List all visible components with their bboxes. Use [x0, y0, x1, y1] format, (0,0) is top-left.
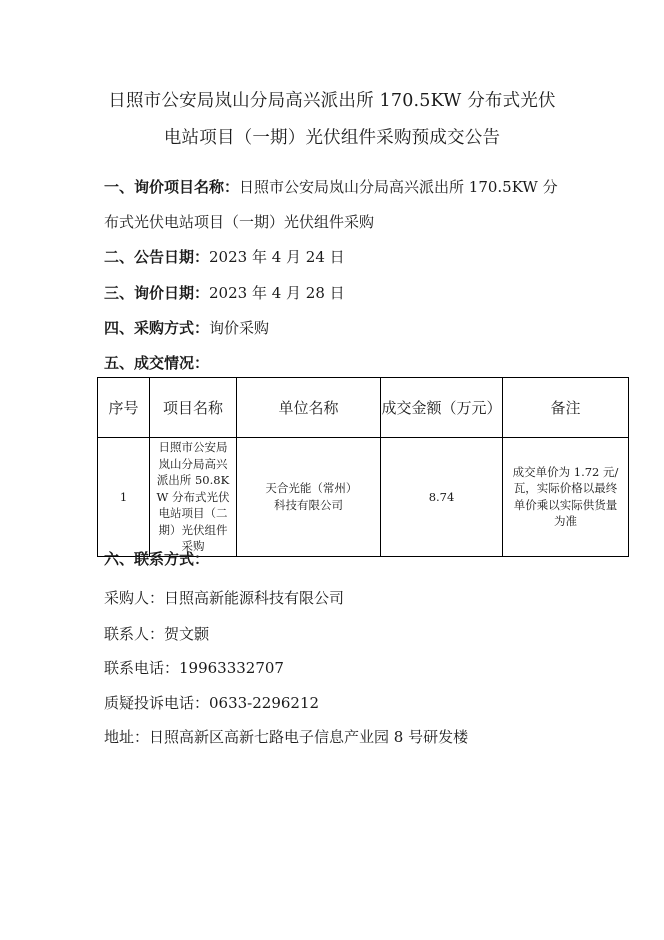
inquiry-date-value: 2023 年 4 月 28 日 — [209, 284, 345, 302]
section-project-name — [104, 176, 558, 197]
cell-index: 1 — [98, 438, 150, 557]
header-company: 单位名称 — [237, 378, 381, 438]
contact-label: 六、联系方式： — [104, 550, 210, 568]
deal-table — [97, 377, 629, 557]
header-project-name: 项目名称 — [150, 378, 237, 438]
method-label: 四、采购方式： — [104, 319, 210, 337]
table-row — [98, 438, 629, 557]
cell-project-name-text: 日照市公安局岚山分局高兴派出所 50.8KW 分布式光伏电站项目（二期）光伏组件采购 — [156, 440, 230, 553]
contact-purchaser: 采购人：日照高新能源科技有限公司 — [104, 589, 345, 607]
section-contact-label — [104, 548, 209, 569]
header-remark: 备注 — [503, 378, 629, 438]
header-index: 序号 — [98, 378, 150, 438]
section-project-value-1: 日照市公安局岚山分局高兴派出所 170.5KW 分 — [239, 178, 558, 196]
cell-amount: 8.74 — [381, 438, 503, 557]
contact-complaint-phone: 质疑投诉电话：0633-2296212 — [104, 694, 320, 712]
table-header-row — [98, 378, 629, 438]
header-amount: 成交金额（万元） — [381, 378, 503, 438]
method-value: 询价采购 — [209, 319, 270, 337]
cell-company-text: 天合光能（常州）科技有限公司 — [265, 481, 352, 512]
title-line-1: 日照市公安局岚山分局高兴派出所 170.5KW 分布式光伏 — [108, 91, 556, 111]
section-inquiry-date — [104, 282, 345, 303]
contact-address: 地址：日照高新区高新七路电子信息产业园 8 号研发楼 — [104, 728, 469, 746]
announce-date-value: 2023 年 4 月 24 日 — [209, 248, 345, 266]
cell-remark-text: 成交单价为 1.72 元/瓦，实际价格以最终单价乘以实际供货量为准 — [512, 464, 619, 529]
section-announce-date — [104, 246, 345, 267]
deal-label: 五、成交情况： — [104, 354, 210, 372]
title-line-2: 电站项目（一期）光伏组件采购预成交公告 — [163, 128, 501, 148]
contact-phone: 联系电话：19963332707 — [104, 659, 284, 677]
section-project-value-2: 布式光伏电站项目（一期）光伏组件采购 — [104, 213, 375, 231]
inquiry-date-label: 三、询价日期： — [104, 284, 210, 302]
cell-company — [237, 438, 381, 557]
section-project-label: 一、询价项目名称： — [104, 178, 240, 196]
announce-date-label: 二、公告日期： — [104, 248, 210, 266]
contact-person: 联系人：贺文颢 — [104, 625, 210, 643]
section-method — [104, 317, 269, 338]
cell-remark — [503, 438, 629, 557]
section-deal-label — [104, 352, 209, 373]
cell-project-name — [150, 438, 237, 557]
